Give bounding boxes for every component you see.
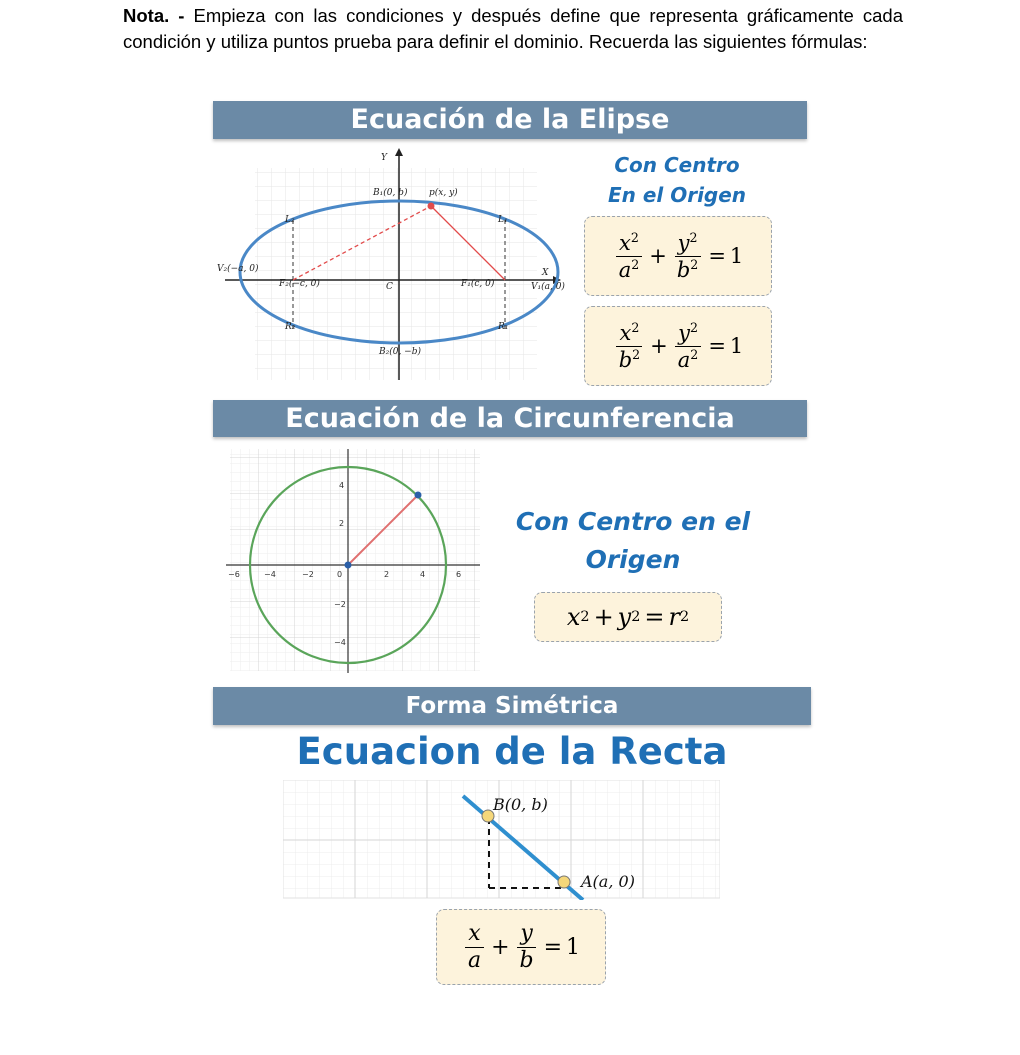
circle-grid-major (230, 449, 480, 671)
circle-caption-line1: Con Centro en el (515, 507, 751, 536)
ellipse-caption-line2: En el Origen (607, 183, 747, 207)
label-f1: F₁(c, 0) (461, 279, 495, 289)
fraction-x-over-a: $\frac{x^2}{a^2}$ (616, 231, 643, 280)
y-tick: −4 (334, 638, 346, 647)
circle-caption (508, 503, 758, 579)
label-b2: B₂(0, −b) (379, 347, 421, 357)
label-point-b: B(0, b) (493, 795, 548, 814)
label-b1: B₁(0, b) (373, 188, 408, 198)
fraction-y-over-b: $\frac{y^2}{b^2}$ (674, 231, 701, 280)
x-tick: −2 (302, 570, 314, 579)
label-v2: V₂(−a, 0) (217, 264, 259, 274)
y-tick: −2 (334, 600, 346, 609)
label-f2: F₂(−c, 0) (279, 279, 320, 289)
circle-banner: Ecuación de la Circunferencia (213, 400, 807, 437)
label-l1: L₁ (498, 215, 508, 225)
circle-center-point (345, 562, 352, 569)
fraction-x-over-b: $\frac{x^2}{b^2}$ (616, 321, 643, 370)
x-tick: 0 (337, 570, 343, 579)
circle-radius-point (415, 492, 422, 499)
x-tick: 6 (456, 570, 462, 579)
label-point-a: A(a, 0) (581, 872, 635, 891)
ellipse-formula-horizontal: $\frac{x^2}{a^2}$ + $\frac{y^2}{b^2}$ = 1 (584, 216, 772, 296)
circle-diagram (222, 445, 484, 675)
line-formula: $\frac{x}{a}$ + $\frac{y}{b}$ = 1 (436, 909, 606, 985)
x-tick: −4 (264, 570, 276, 579)
circle-formula: x 2 + y 2 = r 2 (534, 592, 722, 642)
note-paragraph (123, 3, 903, 55)
fraction-y-over-a: $\frac{y^2}{a^2}$ (675, 321, 702, 370)
line-banner: Forma Simétrica (213, 687, 811, 725)
x-tick: 2 (384, 570, 390, 579)
fraction-x-over-a: $\frac{x}{a}$ (465, 922, 484, 971)
line-title: Ecuacion de la Recta (296, 730, 728, 773)
label-y: Y (381, 153, 387, 163)
point-a (558, 876, 570, 888)
x-tick: −6 (228, 570, 240, 579)
ellipse-formula-vertical: $\frac{x^2}{b^2}$ + $\frac{y^2}{a^2}$ = 1 (584, 306, 772, 386)
y-tick: 4 (339, 481, 345, 490)
y-tick: 2 (339, 519, 345, 528)
label-c: C (386, 282, 393, 292)
x-tick: 4 (420, 570, 426, 579)
note-label: Nota. - (123, 5, 185, 26)
note-text: Empieza con las condiciones y después define que representa gráficamente cada condición y utiliza puntos prueba para definir el dominio. Recuerda las siguientes fórmulas: (123, 5, 903, 52)
ellipse-y-arrow-icon (395, 148, 403, 156)
point-p (428, 203, 435, 210)
ellipse-caption (597, 150, 757, 210)
label-x: X (542, 268, 549, 278)
label-p: p(x, y) (429, 188, 458, 198)
fraction-y-over-b: $\frac{y}{b}$ (517, 922, 537, 971)
circle-caption-line2: Origen (585, 545, 681, 574)
ellipse-banner: Ecuación de la Elipse (213, 101, 807, 139)
label-l2: L₂ (285, 215, 295, 225)
ellipse-caption-line1: Con Centro (614, 153, 740, 177)
ellipse-diagram (215, 144, 575, 384)
line-diagram (283, 780, 720, 900)
label-v1: V₁(a, 0) (531, 282, 565, 292)
label-r1: R₁ (498, 322, 509, 332)
label-r2: R₂ (285, 322, 296, 332)
